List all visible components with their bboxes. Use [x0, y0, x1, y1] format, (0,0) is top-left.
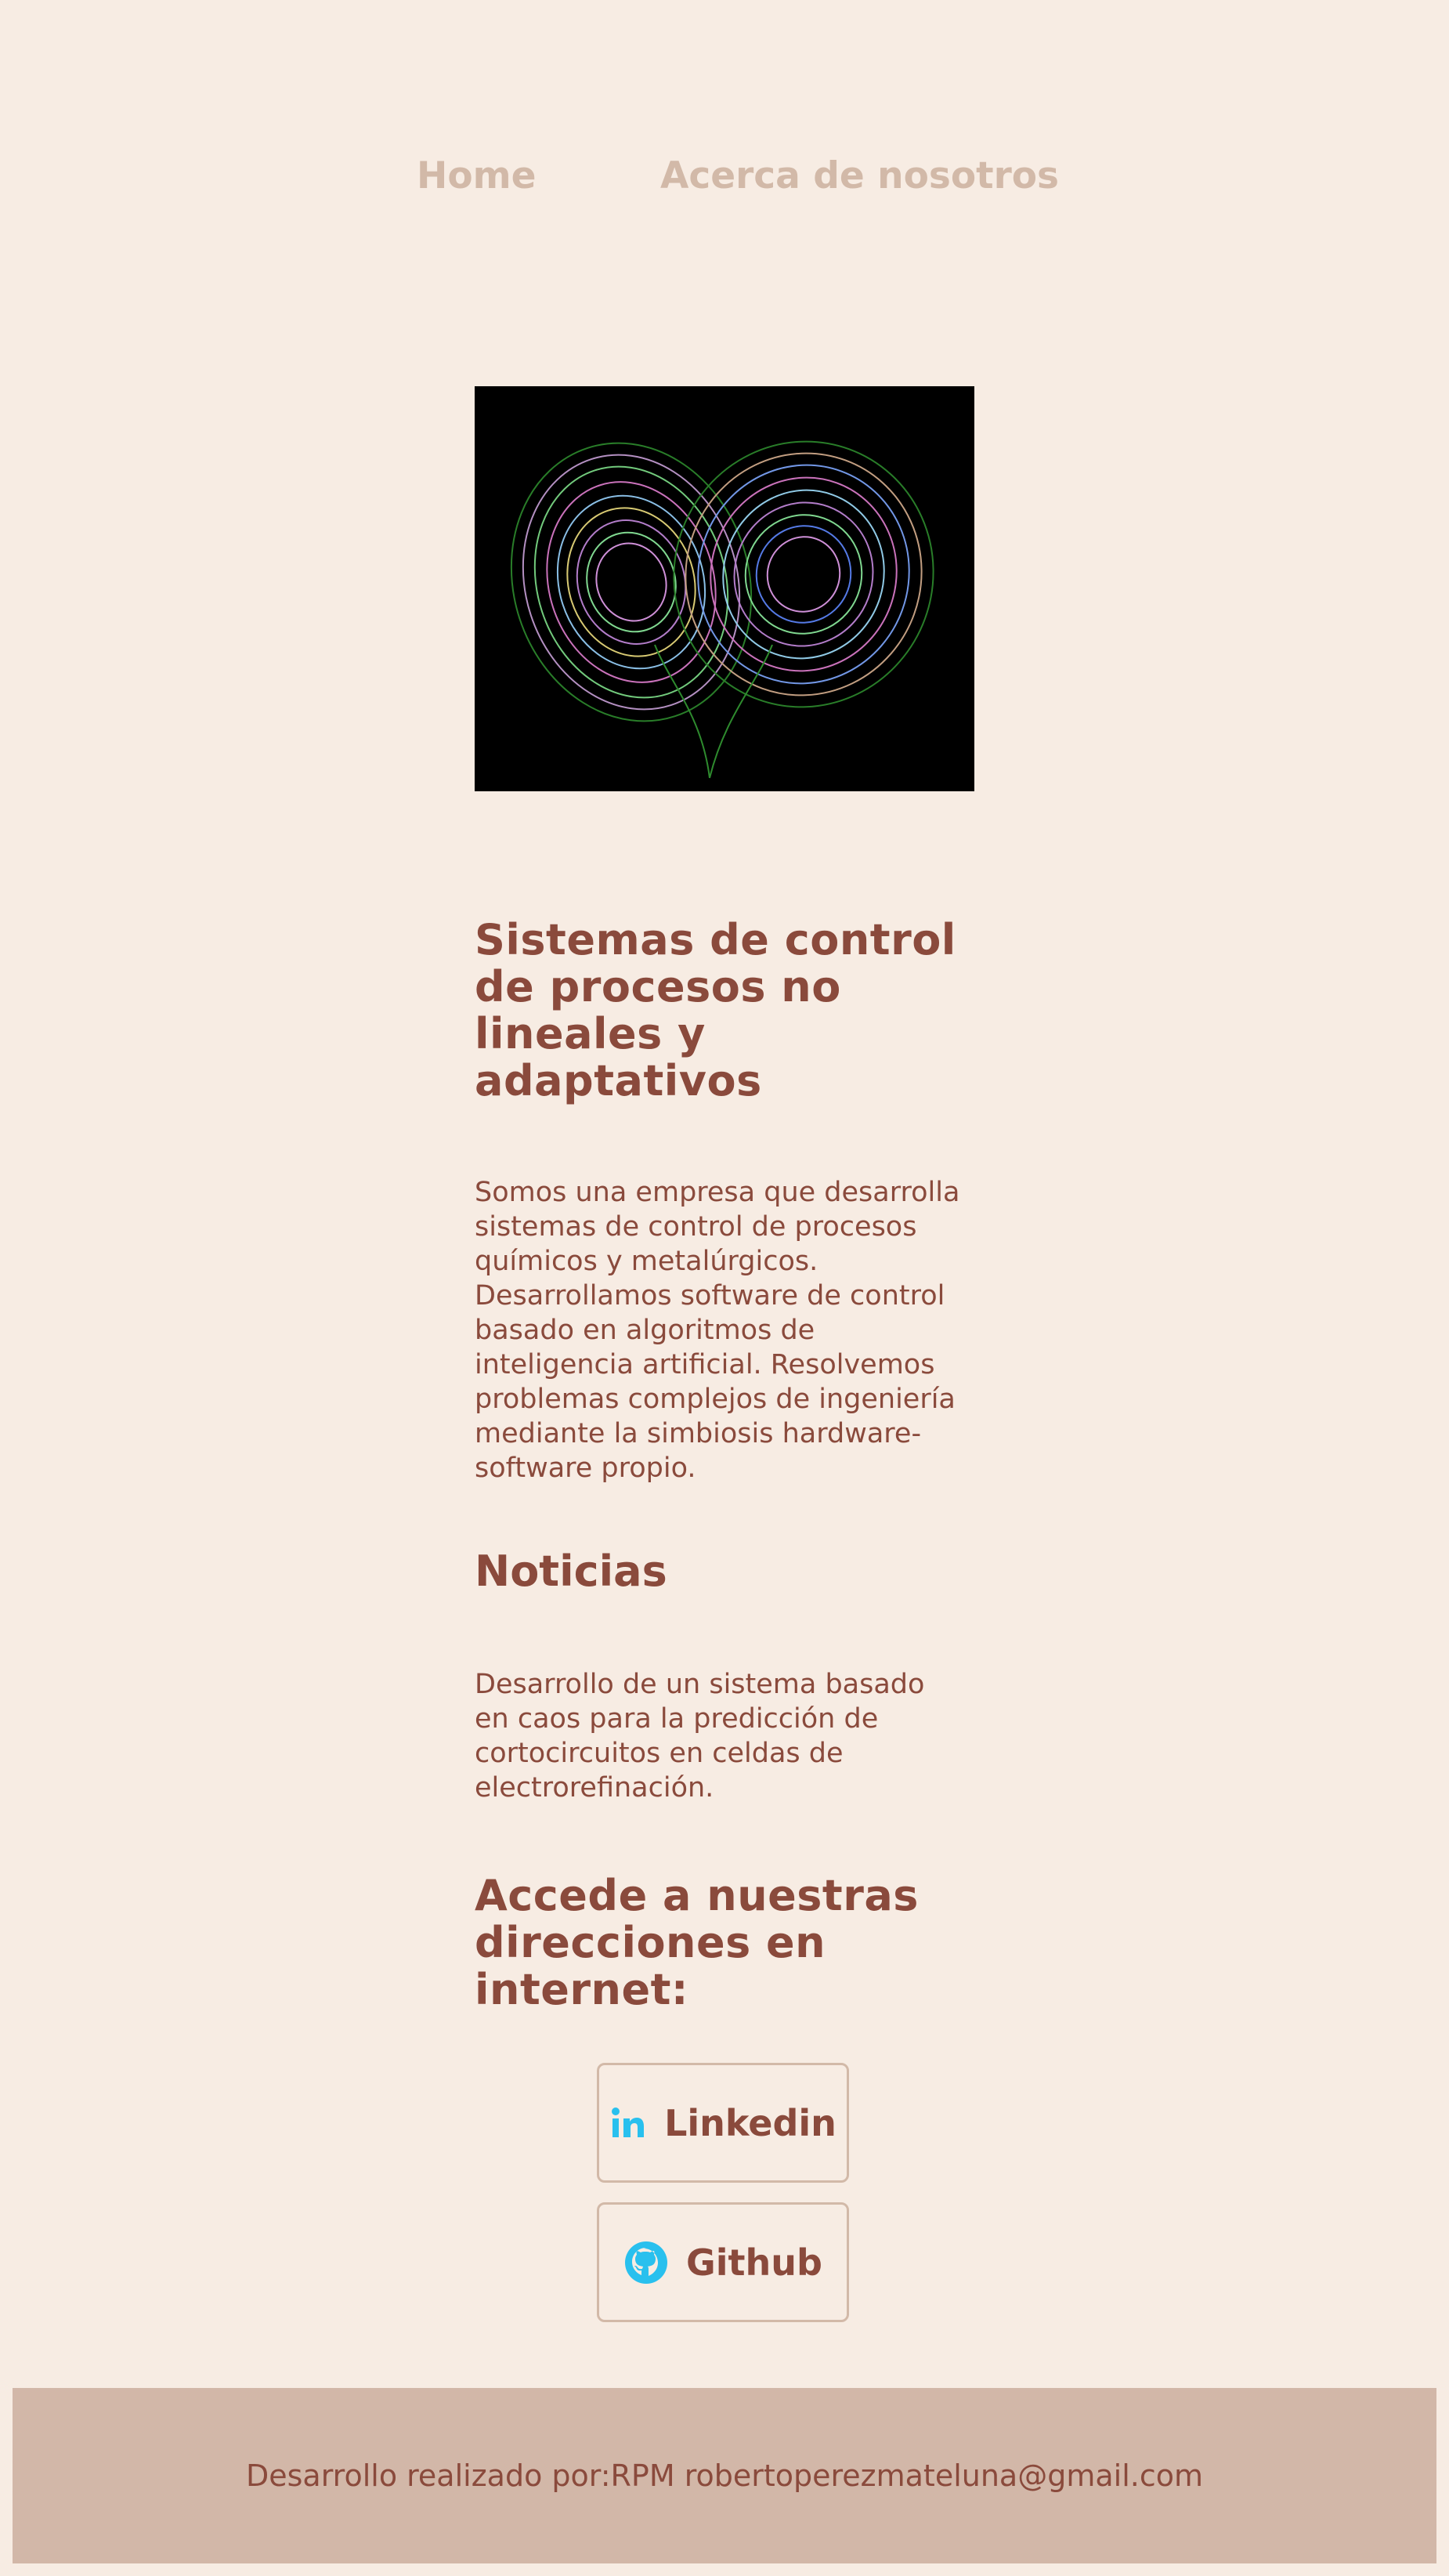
linkedin-icon: [609, 2104, 647, 2142]
nav-about-link[interactable]: Acerca de nosotros: [660, 154, 1060, 197]
footer: [13, 2388, 1436, 2563]
github-label: Github: [686, 2241, 822, 2284]
github-button[interactable]: [597, 2202, 849, 2322]
news-paragraph: Desarrollo de un sistema basado en caos para la predicción de cortocircuitos en celdas de electrorefinación.: [475, 1669, 925, 1804]
github-icon: [623, 2240, 669, 2285]
news-heading: Noticias: [475, 1547, 667, 1596]
lorenz-attractor-graphic: [475, 386, 974, 791]
nav-home-link[interactable]: Home: [417, 154, 537, 197]
page-title: Sistemas de control de procesos no lineales y adaptativos: [475, 915, 956, 1105]
linkedin-label: Linkedin: [664, 2101, 837, 2144]
footer-credit: Desarrollo realizado por:RPM robertoperezmateluna@gmail.com: [245, 2458, 1203, 2493]
linkedin-button[interactable]: [597, 2063, 849, 2183]
intro-paragraph: Somos una empresa que desarrolla sistemas de control de procesos químicos y metalúrgicos. Desarrollamos software de control basado en algoritmos de inteligencia artificial. Resolvemos problemas complejos de ingeniería mediante la simbiosis hardware-software propio.: [475, 1177, 960, 1484]
lorenz-attractor-image: [475, 386, 974, 791]
links-heading: Accede a nuestras direcciones en internet:: [475, 1871, 919, 2014]
top-nav: [0, 149, 1449, 204]
